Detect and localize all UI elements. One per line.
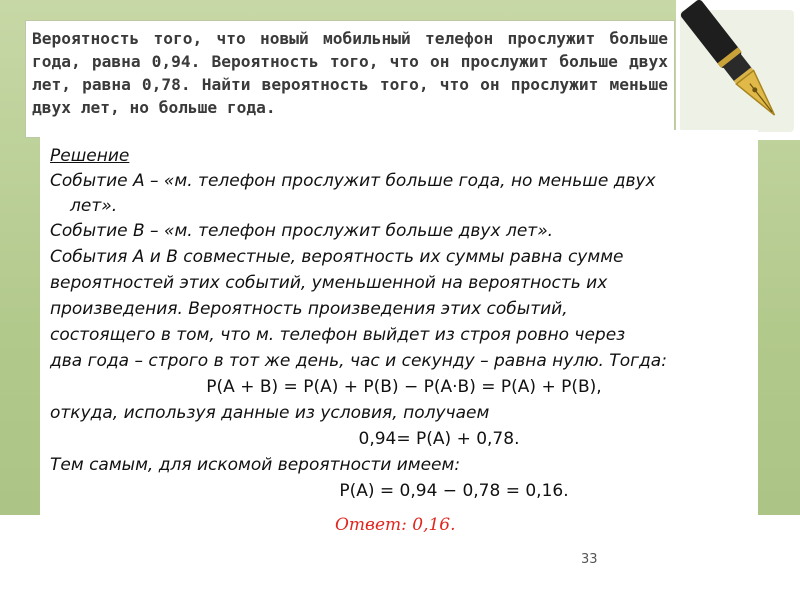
explanation-line: произведения. Вероятность произведения этих событий, bbox=[50, 299, 568, 319]
addition-formula: Р(А + В) = Р(А) + Р(В) − Р(А·В) = Р(А) + Р(В), bbox=[206, 377, 602, 397]
answer-text: Ответ: 0,16. bbox=[335, 515, 456, 535]
substitution-formula: 0,94= Р(А) + 0,78. bbox=[358, 429, 520, 449]
page-number: 33 bbox=[581, 552, 598, 567]
event-a-definition: Событие А – «м. телефон прослужит больше года, но меньше двух bbox=[50, 171, 656, 191]
problem-text: Вероятность того, что новый мобильный телефон прослужит больше года, равна 0,94. Вероятность того, что он прослужит больше двух лет, равна 0,78. Найти вероятность того, что он прослужит меньше двух лет, но больше года. bbox=[32, 29, 668, 117]
solution-panel bbox=[40, 130, 758, 515]
explanation-line: состоящего в том, что м. телефон выйдет из строя ровно через bbox=[50, 325, 626, 345]
explanation-line: вероятностей этих событий, уменьшенной на вероятность их bbox=[50, 273, 608, 293]
explanation-line: Тем самым, для искомой вероятности имеем: bbox=[50, 455, 461, 475]
explanation-line: откуда, используя данные из условия, получаем bbox=[50, 403, 490, 423]
result-formula: Р(А) = 0,94 − 0,78 = 0,16. bbox=[339, 481, 569, 501]
fountain-pen-icon bbox=[676, 0, 800, 140]
event-b-definition: Событие В – «м. телефон прослужит больше двух лет». bbox=[50, 221, 554, 241]
explanation-line: два года – строго в тот же день, час и секунду – равна нулю. Тогда: bbox=[50, 351, 667, 371]
solution-title: Решение bbox=[50, 146, 130, 166]
explanation-line: События А и В совместные, вероятность их суммы равна сумме bbox=[50, 247, 624, 267]
problem-box bbox=[25, 20, 675, 138]
event-a-definition-cont: лет». bbox=[70, 196, 118, 216]
